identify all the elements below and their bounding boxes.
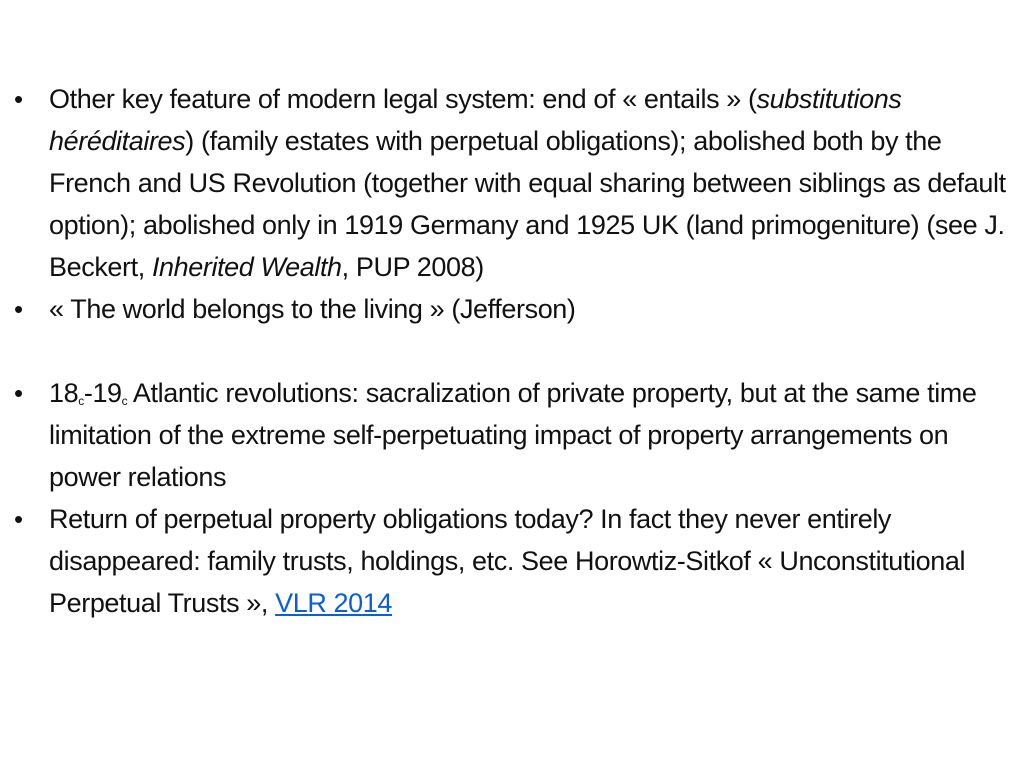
bullet-jefferson-text: « The world belongs to the living » (Jefferson) — [49, 294, 576, 324]
century-dash: - — [83, 378, 93, 408]
bullet-jefferson — [14, 288, 1010, 330]
bullet-list — [14, 78, 1010, 624]
bullet-entails-text-1: Other key feature of modern legal system: end of « entails » ( — [49, 84, 757, 114]
bullet-perpetual-trusts — [14, 498, 1010, 624]
bullet-revolutions — [14, 372, 1010, 498]
century-superscript: c — [121, 394, 128, 408]
century-superscript: c — [78, 394, 84, 408]
spacer — [14, 330, 1010, 372]
bullet-entails-italic-2: Inherited Wealth — [151, 252, 342, 282]
bullet-entails-text-2: ) (family estates with perpetual obligations); abolished both by the French and US Revolution (together with equal sharing between siblings as default option); abolished only in 1919 Germany and 1925 UK (land primogeniture) (see J. Beckert, — [49, 126, 1006, 282]
century-18: 18 — [49, 378, 79, 408]
bullet-revolutions-text: Atlantic revolutions: sacralization of private property, but at the same time limitation of the extreme self-perpetuating impact of property arrangements on power relations — [49, 378, 977, 492]
bullet-entails — [14, 78, 1010, 288]
bullet-icon: • — [14, 504, 23, 534]
bullet-icon: • — [14, 294, 23, 324]
bullet-entails-italic-1: substitutions héréditaires — [49, 84, 902, 156]
bullet-perpetual-trusts-text: Return of perpetual property obligations today? In fact they never entirely disappeared: family trusts, holdings, etc. See Horowtiz-Sitkof « Unconstitutional Perpetual Trusts », — [49, 504, 966, 618]
bullet-entails-text-3: , PUP 2008) — [341, 252, 484, 282]
bullet-icon: • — [14, 378, 23, 408]
century-19: 19 — [92, 378, 122, 408]
bullet-icon: • — [14, 84, 23, 114]
vlr-2014-link[interactable]: VLR 2014 — [275, 588, 393, 618]
